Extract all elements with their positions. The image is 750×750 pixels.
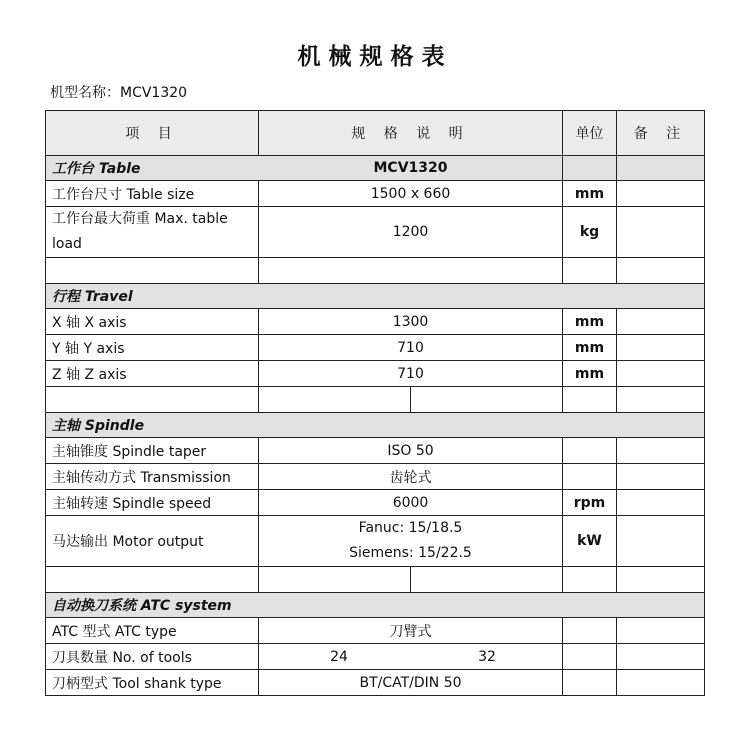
row-remark (617, 644, 705, 670)
table-row (46, 361, 705, 387)
row-unit (563, 618, 617, 644)
row-value: 齿轮式 (259, 464, 563, 490)
row-value: 刀臂式 (259, 618, 563, 644)
document-title: 机械规格表 (297, 44, 453, 70)
section-heading: 自动换刀系统 ATC system (46, 593, 705, 618)
row-value: ISO 50 (259, 438, 563, 464)
row-value: 1500 x 660 (259, 181, 563, 207)
blank-row (46, 567, 705, 593)
motor-output-siemens: Siemens: 15/22.5 (349, 545, 472, 561)
section-heading: 主轴 Spindle (46, 413, 705, 438)
header-unit: 单位 (563, 111, 617, 156)
tool-count-a: 24 (330, 648, 348, 665)
table-header-row (46, 111, 705, 156)
blank-row (46, 387, 705, 413)
row-remark (617, 181, 705, 207)
row-item: 主轴传动方式 Transmission (46, 464, 259, 490)
header-spec: 规 格 说 明 (259, 111, 563, 156)
row-unit: mm (563, 335, 617, 361)
section-row-travel (46, 284, 705, 309)
row-remark (617, 618, 705, 644)
row-value: 1300 (259, 309, 563, 335)
row-item: ATC 型式 ATC type (46, 618, 259, 644)
table-row (46, 644, 705, 670)
row-remark (617, 516, 705, 567)
spec-table (45, 110, 705, 696)
section-unit-cell (563, 156, 617, 181)
row-value: BT/CAT/DIN 50 (259, 670, 563, 696)
row-unit: kg (563, 207, 617, 258)
row-remark (617, 335, 705, 361)
table-row (46, 618, 705, 644)
section-row-table (46, 156, 705, 181)
row-remark (617, 670, 705, 696)
table-row (46, 516, 705, 567)
header-remark: 备 注 (617, 111, 705, 156)
row-value (259, 516, 563, 567)
row-remark (617, 309, 705, 335)
section-row-atc (46, 593, 705, 618)
blank-row (46, 258, 705, 284)
table-row (46, 335, 705, 361)
row-value: 6000 (259, 490, 563, 516)
section-model: MCV1320 (259, 156, 563, 181)
row-value: 710 (259, 361, 563, 387)
row-unit (563, 438, 617, 464)
table-row (46, 438, 705, 464)
row-unit (563, 644, 617, 670)
row-value: 1200 (259, 207, 563, 258)
table-row (46, 181, 705, 207)
tool-count-b: 32 (478, 648, 496, 665)
section-row-spindle (46, 413, 705, 438)
row-item: 主轴锥度 Spindle taper (46, 438, 259, 464)
section-heading: 行程 Travel (46, 284, 705, 309)
table-row (46, 309, 705, 335)
row-item: 刀柄型式 Tool shank type (46, 670, 259, 696)
section-remark-cell (617, 156, 705, 181)
row-unit (563, 464, 617, 490)
motor-output-fanuc: Fanuc: 15/18.5 (358, 520, 463, 536)
row-item: 主轴转速 Spindle speed (46, 490, 259, 516)
row-item: Z 轴 Z axis (46, 361, 259, 387)
row-remark (617, 464, 705, 490)
row-unit: kW (563, 516, 617, 567)
table-row (46, 490, 705, 516)
table-row (46, 670, 705, 696)
row-remark (617, 207, 705, 258)
header-item: 项 目 (46, 111, 259, 156)
row-unit: rpm (563, 490, 617, 516)
row-unit: mm (563, 181, 617, 207)
row-value: 710 (259, 335, 563, 361)
table-row (46, 464, 705, 490)
row-item: X 轴 X axis (46, 309, 259, 335)
row-remark (617, 438, 705, 464)
row-item: 刀具数量 No. of tools (46, 644, 259, 670)
row-unit: mm (563, 361, 617, 387)
model-name-label: 机型名称：MCV1320 (50, 85, 188, 101)
row-unit: mm (563, 309, 617, 335)
row-item: 工作台最大荷重 Max. table load (46, 207, 259, 258)
row-remark (617, 490, 705, 516)
row-item: Y 轴 Y axis (46, 335, 259, 361)
row-value (259, 644, 563, 670)
row-unit (563, 670, 617, 696)
table-row (46, 207, 705, 258)
row-remark (617, 361, 705, 387)
section-heading: 工作台 Table (46, 156, 259, 181)
row-item: 工作台尺寸 Table size (46, 181, 259, 207)
row-item: 马达输出 Motor output (46, 516, 259, 567)
